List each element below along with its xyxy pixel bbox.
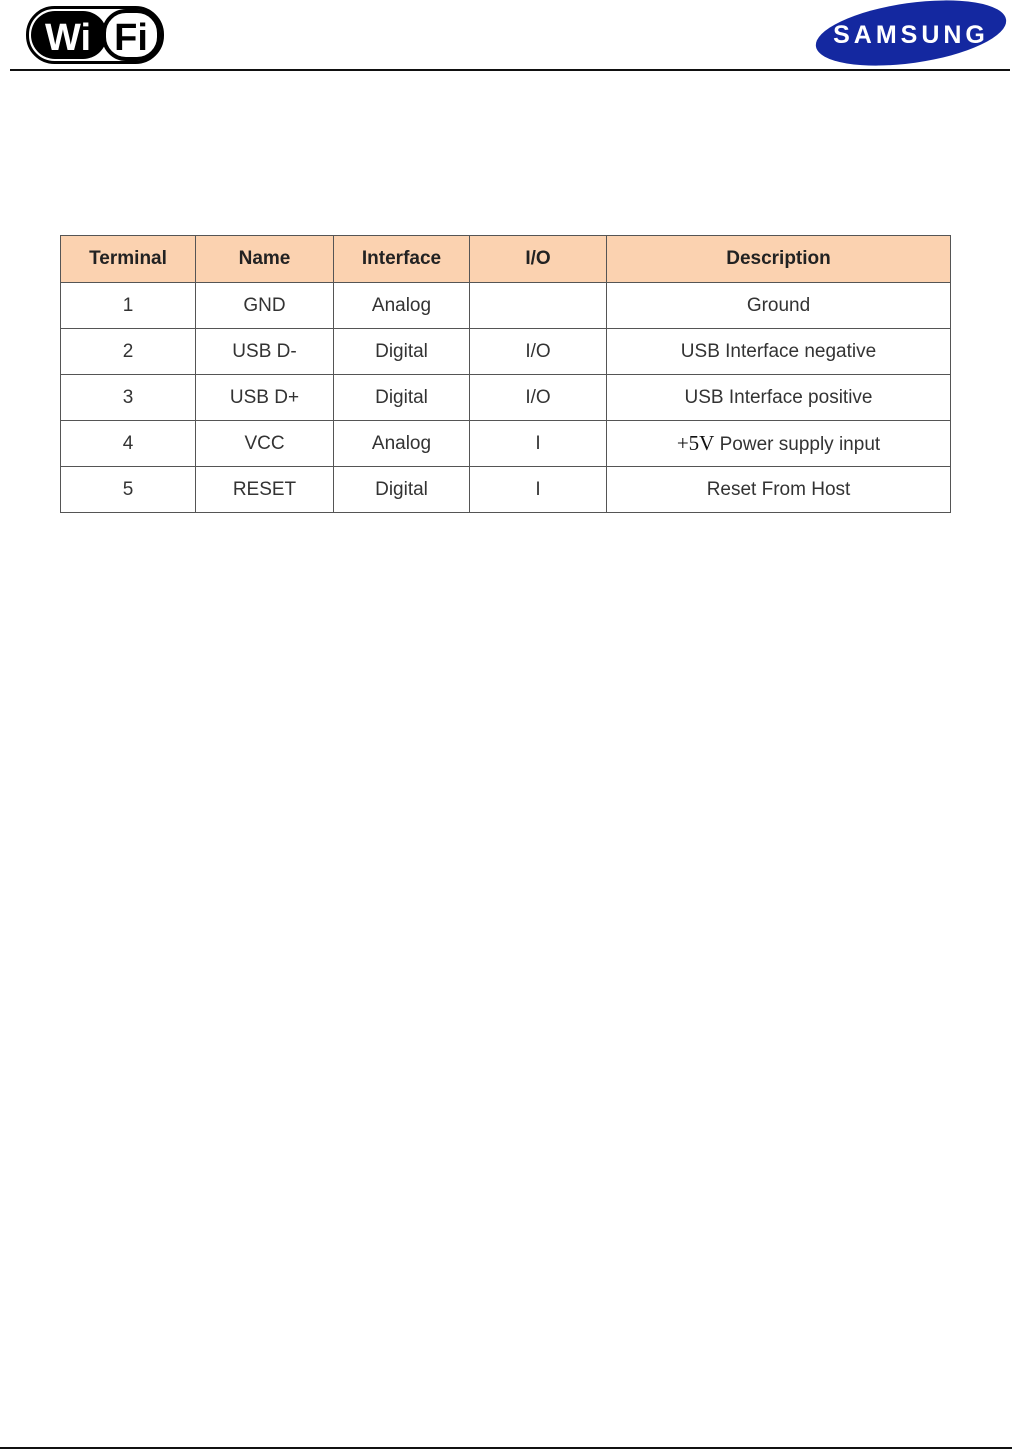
cell-terminal: 3 — [61, 375, 196, 421]
cell-interface: Analog — [334, 283, 470, 329]
cell-description — [607, 421, 951, 467]
footer-divider — [0, 1447, 1012, 1449]
cell-io: I/O — [470, 375, 607, 421]
cell-description: Reset From Host — [607, 467, 951, 513]
pin-description-table — [60, 235, 951, 513]
cell-interface: Analog — [334, 421, 470, 467]
cell-name: VCC — [196, 421, 334, 467]
cell-description: Ground — [607, 283, 951, 329]
table-row — [61, 283, 951, 329]
cell-terminal: 4 — [61, 421, 196, 467]
page-header — [0, 0, 1012, 72]
cell-io: I — [470, 421, 607, 467]
column-header-io: I/O — [470, 236, 607, 283]
cell-name: USB D+ — [196, 375, 334, 421]
table-row — [61, 467, 951, 513]
samsung-logo-text: SAMSUNG — [833, 21, 989, 49]
cell-io: I — [470, 467, 607, 513]
cell-terminal: 5 — [61, 467, 196, 513]
cell-name: RESET — [196, 467, 334, 513]
header-divider — [10, 69, 1010, 71]
wifi-logo — [26, 6, 164, 64]
cell-interface: Digital — [334, 467, 470, 513]
table-row — [61, 329, 951, 375]
wifi-logo-text-2: Fi — [114, 17, 148, 59]
column-header-interface: Interface — [334, 236, 470, 283]
table-row — [61, 421, 951, 467]
column-header-name: Name — [196, 236, 334, 283]
column-header-description: Description — [607, 236, 951, 283]
cell-io: I/O — [470, 329, 607, 375]
cell-terminal: 2 — [61, 329, 196, 375]
cell-description: USB Interface negative — [607, 329, 951, 375]
samsung-logo — [812, 0, 1010, 66]
table-row — [61, 375, 951, 421]
wifi-logo-text-1: Wi — [44, 17, 92, 59]
cell-interface: Digital — [334, 329, 470, 375]
table-header-row — [61, 236, 951, 283]
cell-io — [470, 283, 607, 329]
cell-name: USB D- — [196, 329, 334, 375]
cell-name: GND — [196, 283, 334, 329]
voltage-prefix: +5V — [676, 431, 715, 455]
cell-description: USB Interface positive — [607, 375, 951, 421]
cell-interface: Digital — [334, 375, 470, 421]
column-header-terminal: Terminal — [61, 236, 196, 283]
cell-terminal: 1 — [61, 283, 196, 329]
description-text: Power supply input — [719, 434, 881, 455]
